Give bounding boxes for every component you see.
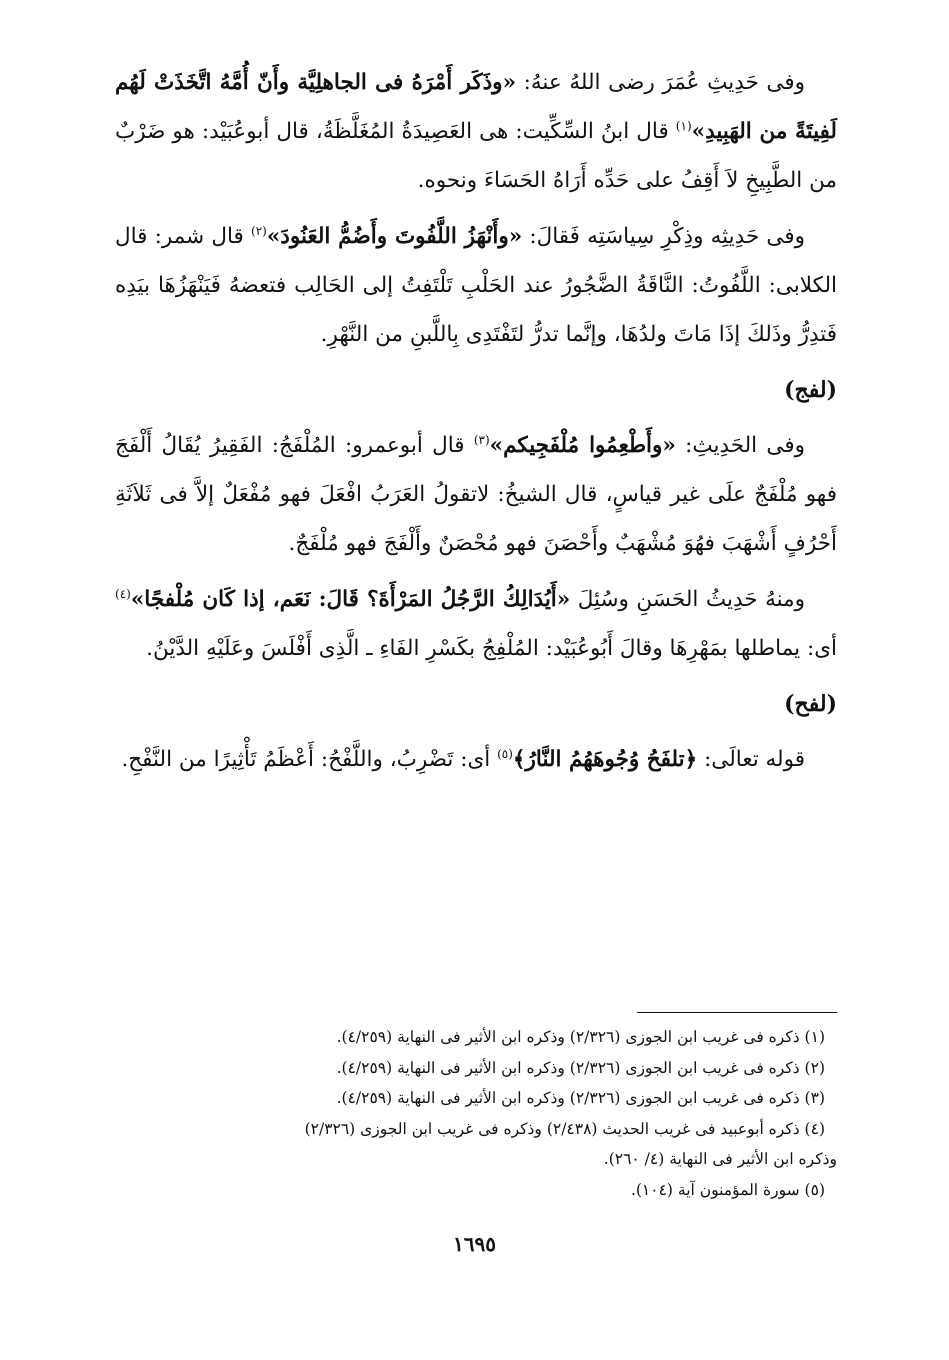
footnote-marker: (٢) (251, 223, 267, 238)
paragraph-4 (115, 575, 837, 673)
footnote-separator (637, 1012, 837, 1013)
paragraph-3 (115, 421, 837, 568)
paragraph-1 (115, 58, 837, 205)
paragraph-body: أى: تَضْرِبُ، واللَّفْحُ: أَعْظَمُ تَأْثِيرًا من النَّفْحِ. (121, 747, 498, 772)
footnote-4: (٤) ذكره أبوعبيد فى غريب الحديث (٢/٤٣٨) وذكره فى غريب ابن الجوزى (٢/٣٢٦) (304, 1119, 825, 1138)
entry-heading-lfj: (لفج) (784, 377, 837, 403)
paragraph-body: أى: يماطلها بمَهْرِهَا وقالَ أَبُوعُبَيْد: المُلْفِجُ بكَسْرِ الفَاءِ ـ الَّذِى أَفْلَسَ وعَلَيْهِ الدَّيْنُ. (146, 636, 837, 661)
hadith-quote: «أَيُدَالِكُ الرَّجُلُ المَرْأَةَ؟ قَالَ: نَعَم، إذا كَان مُلْفجًا» (130, 587, 571, 612)
paragraph-intro: وفى حَدِيثِه وذِكْرِ سِياسَتِه فَقالَ: (522, 224, 805, 249)
paragraph-intro: ومنهُ حَدِيثُ الحَسَنِ وسُئِلَ (570, 587, 806, 612)
main-text (115, 58, 837, 791)
paragraph-intro: قوله تعالَى: (697, 747, 805, 772)
hadith-quote: «وأَنْهَزُ اللَّفُوتَ وأَضُمُّ العَنُودَ» (266, 224, 523, 249)
footnote-marker: (٤) (115, 586, 131, 601)
footnote-3: (٣) ذكره فى غريب ابن الجوزى (٢/٣٢٦) وذكره ابن الأثير فى النهاية (٤/٢٥٩). (336, 1089, 825, 1107)
quran-quote: ﴿تلفَحُ وُجُوهَهُمُ النَّارُ﴾ (512, 747, 698, 772)
footnotes (115, 1022, 837, 1205)
footnote-1: (١) ذكره فى غريب ابن الجوزى (٢/٣٢٦) وذكره ابن الأثير فى النهاية (٤/٢٥٩). (336, 1028, 825, 1046)
footnote-marker: (١) (675, 118, 692, 133)
hadith-quote: «وأَطْعِمُوا مُلْفَجِيكم» (489, 433, 676, 458)
paragraph-intro: وفى حَدِيثِ عُمَرَ رضى اللهُ عنهُ: (516, 70, 805, 95)
paragraph-5 (115, 735, 837, 784)
footnote-marker: (٣) (473, 432, 490, 447)
paragraph-body: قال شمر: قال الكلابى: اللَّفُوتُ: النَّاقَةُ الضَّجُورُ عند الحَلْبِ تَلْتَفِتُ إلى الحَالِب فتعضهُ فَيَنْهَزُهَا بيَدِه فَتدِرُّ وذَلكَ إذَا مَاتَ ولدُهَا، وإنَّما تدرُّ لتَفْتَدِى بِاللَّبنِ من النَّهْرِ. (115, 224, 837, 347)
footnote-marker: (٥) (497, 746, 513, 761)
paragraph-body: قال ابنُ السِّكِّيت: هى العَصِيدَةُ المُغَلَّظَةُ، قال أبوعُبَيْد: هو ضَرْبٌ من الطَّبِيخِ لاَ أَقِفُ على حَدِّه أَرَاهُ الحَسَاءَ ونحوه. (115, 119, 837, 193)
page-number: ١٦٩٥ (453, 1232, 496, 1256)
hadith-quote: «وذَكَر أَمْرَهُ فى الجاهلِيَّة وأَنّ أُمَّهُ اتَّخَذَتْ لَهُم لَفِيتَةً من الهَبِيدِ» (115, 70, 837, 144)
footnote-2: (٢) ذكره فى غريب ابن الجوزى (٢/٣٢٦) وذكره ابن الأثير فى النهاية (٤/٢٥٩). (336, 1058, 825, 1077)
footnote-4-continuation: وذكره ابن الأثير فى النهاية (٤/ ٢٦٠). (603, 1150, 837, 1168)
entry-heading-lfh: (لفح) (784, 691, 837, 717)
paragraph-body: قال أبوعمرو: المُلْفَجُ: الفَقِيرُ يُقَالُ أَلْفَجَ فهو مُلْفَجٌ علَى غير قياسٍ، قال الشيخُ: لاتقولُ العَرَبُ افْعَلَ فهو مُفْعَلٌ إلاَّ فى ثَلاَثَةِ أَحْرُفٍ أَشْهَبَ فهُوَ مُشْهَبٌ وأَحْصَنَ فهو مُحْصَنٌ وأَلْفَجَ فهو مُلْفَجٌ. (115, 433, 837, 556)
footnote-5: (٥) سورة المؤمنون آية (١٠٤). (630, 1180, 825, 1199)
paragraph-2 (115, 212, 837, 359)
paragraph-intro: وفى الحَدِيثِ: (675, 433, 805, 458)
